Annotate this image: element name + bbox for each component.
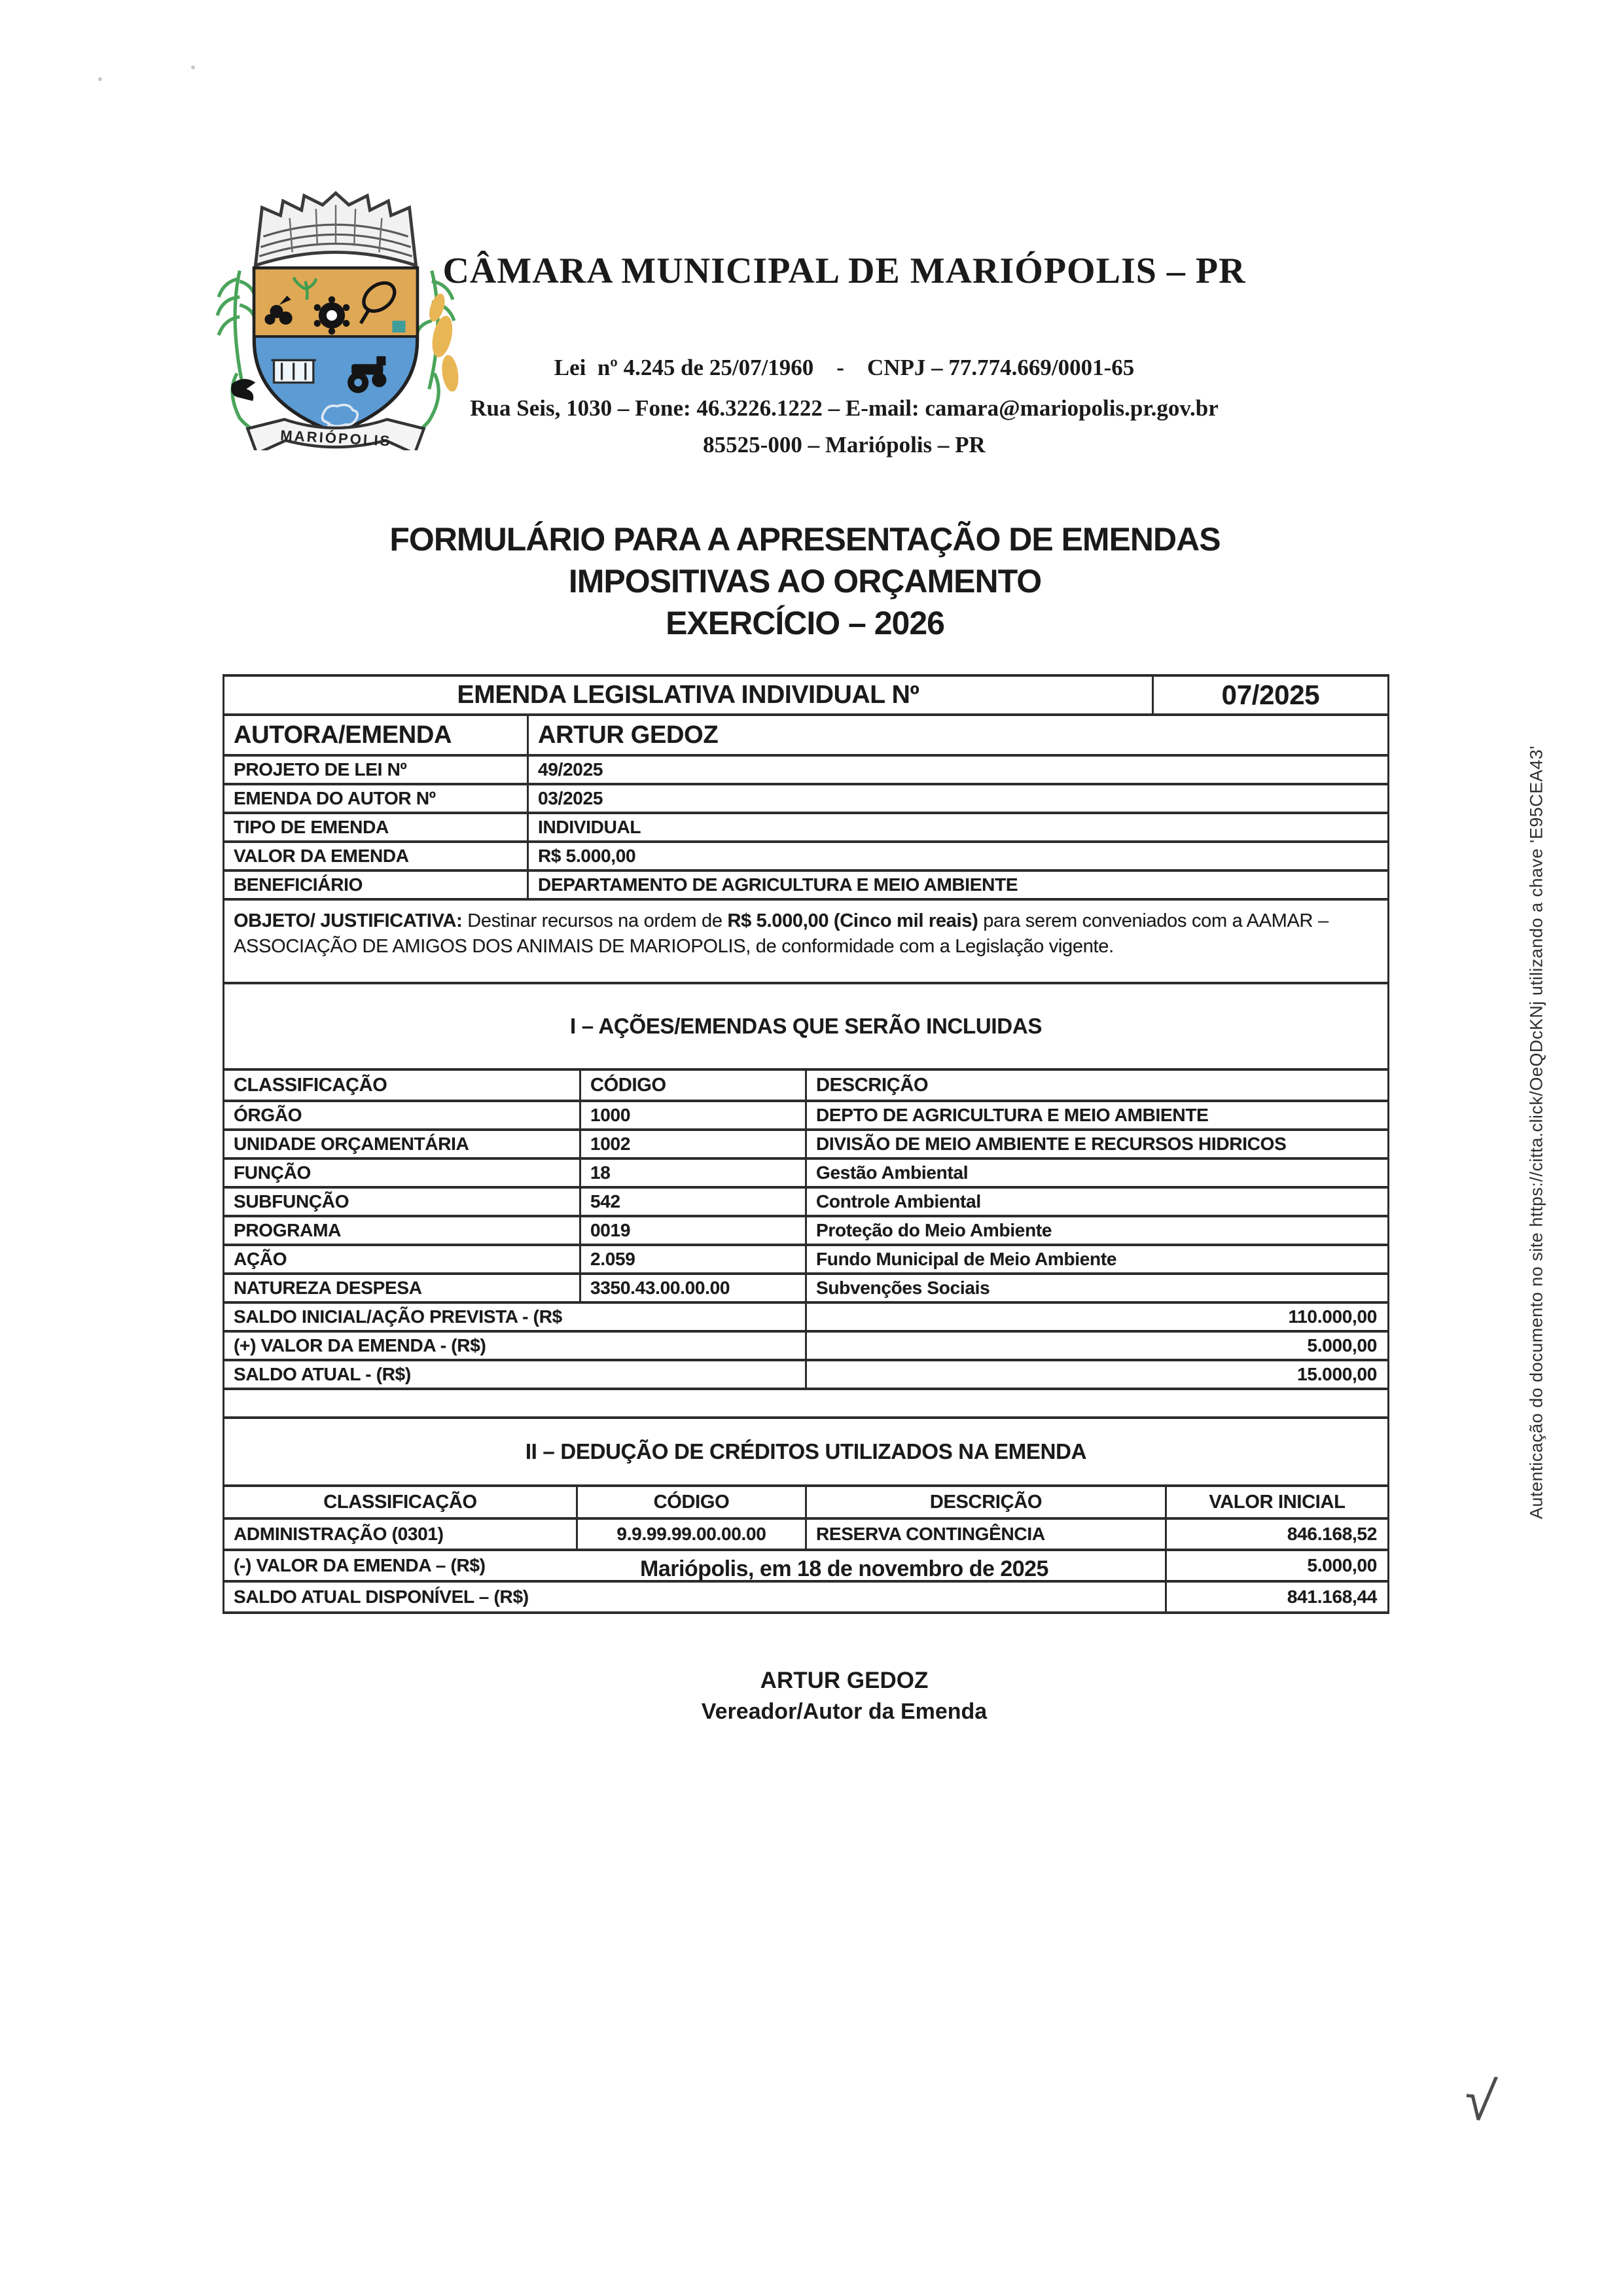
classification-cell: AÇÃO — [224, 1245, 580, 1274]
table-row — [224, 842, 1389, 870]
section1-title: I – AÇÕES/EMENDAS QUE SERÃO INCLUIDAS — [224, 983, 1389, 1069]
total-value: 5.000,00 — [806, 1331, 1389, 1360]
field-label: VALOR DA EMENDA — [224, 842, 528, 870]
table-row — [224, 1486, 1389, 1518]
table-row — [224, 755, 1389, 784]
table-row — [224, 1418, 1389, 1486]
justification-text-before: Destinar recursos na ordem de — [462, 910, 728, 931]
header-city-line: 85525-000 – Mariópolis – PR — [703, 432, 986, 457]
description-cell: RESERVA CONTINGÊNCIA — [806, 1518, 1166, 1550]
table-row — [224, 870, 1389, 899]
form-title-line2: IMPOSITIVAS AO ORÇAMENTO — [568, 563, 1042, 600]
total-value: 5.000,00 — [1166, 1550, 1389, 1581]
org-name: CÂMARA MUNICIPAL DE MARIÓPOLIS – PR — [442, 251, 1246, 291]
shield-icon — [254, 268, 417, 433]
total-label: SALDO ATUAL - (R$) — [224, 1360, 806, 1389]
table-row — [224, 1130, 1389, 1158]
description-cell: Gestão Ambiental — [806, 1158, 1389, 1187]
table-row — [224, 1389, 1389, 1418]
column-header: CÓDIGO — [577, 1486, 806, 1518]
emenda-number: 07/2025 — [1153, 675, 1389, 715]
field-value: R$ 5.000,00 — [528, 842, 1389, 870]
emenda-identification-table — [223, 674, 1389, 984]
field-label: BENEFICIÁRIO — [224, 870, 528, 899]
classification-cell: PROGRAMA — [224, 1216, 580, 1245]
justification-text-after: para serem conveniados com a AAMAR – ASSOCIAÇÃO DE AMIGOS DOS ANIMAIS DE MARIOPOLIS, de conformidade com a Legislação vigente. — [234, 910, 1329, 957]
field-value: DEPARTAMENTO DE AGRICULTURA E MEIO AMBIENTE — [528, 870, 1389, 899]
table-row — [224, 1245, 1389, 1274]
scan-speck — [191, 65, 195, 69]
code-cell: 18 — [580, 1158, 806, 1187]
code-cell: 0019 — [580, 1216, 806, 1245]
handwritten-checkmark: √ — [1461, 2066, 1499, 2136]
description-cell: Fundo Municipal de Meio Ambiente — [806, 1245, 1389, 1274]
section2-table — [223, 1416, 1389, 1614]
total-value: 110.000,00 — [806, 1302, 1389, 1331]
table-row — [224, 1069, 1389, 1101]
section2-title: II – DEDUÇÃO DE CRÉDITOS UTILIZADOS NA EMENDA — [224, 1418, 1389, 1486]
code-cell: 1002 — [580, 1130, 806, 1158]
total-value: 15.000,00 — [806, 1360, 1389, 1389]
total-label: SALDO INICIAL/AÇÃO PREVISTA - (R$ — [224, 1302, 806, 1331]
table-row — [224, 1187, 1389, 1216]
field-value: INDIVIDUAL — [528, 813, 1389, 842]
field-label: TIPO DE EMENDA — [224, 813, 528, 842]
form-tables — [223, 674, 1387, 1614]
total-label: (-) VALOR DA EMENDA – (R$) — [224, 1550, 1166, 1581]
code-cell: 542 — [580, 1187, 806, 1216]
spacer-cell — [224, 1389, 1389, 1418]
field-value: 49/2025 — [528, 755, 1389, 784]
description-cell: Controle Ambiental — [806, 1187, 1389, 1216]
initial-value-cell: 846.168,52 — [1166, 1518, 1389, 1550]
column-header: DESCRIÇÃO — [806, 1069, 1389, 1101]
header-law-cnpj-line: Lei nº 4.245 de 25/07/1960 - CNPJ – 77.774.669/0001-65 — [554, 355, 1135, 380]
table-row — [224, 1581, 1389, 1613]
column-header: VALOR INICIAL — [1166, 1486, 1389, 1518]
emenda-header-label: EMENDA LEGISLATIVA INDIVIDUAL Nº — [224, 675, 1153, 715]
form-title-line3: EXERCÍCIO – 2026 — [666, 605, 944, 641]
signer-role: Vereador/Autor da Emenda — [701, 1699, 988, 1724]
column-header: CLASSIFICAÇÃO — [224, 1069, 580, 1101]
table-row — [224, 784, 1389, 813]
justification-cell — [224, 899, 1389, 983]
mural-crown-icon — [255, 193, 416, 266]
classification-cell: NATUREZA DESPESA — [224, 1274, 580, 1302]
classification-cell: ADMINISTRAÇÃO (0301) — [224, 1518, 577, 1550]
table-row — [224, 715, 1389, 755]
table-row — [224, 1274, 1389, 1302]
bird-icon — [231, 379, 255, 401]
classification-cell: FUNÇÃO — [224, 1158, 580, 1187]
table-row — [224, 813, 1389, 842]
column-header: CÓDIGO — [580, 1069, 806, 1101]
field-label: AUTORA/EMENDA — [224, 715, 528, 755]
date-line: Mariópolis, em 18 de novembro de 2025 — [640, 1556, 1048, 1581]
field-label: PROJETO DE LEI Nº — [224, 755, 528, 784]
form-title-line1: FORMULÁRIO PARA A APRESENTAÇÃO DE EMENDAS — [389, 521, 1221, 558]
section1-table — [223, 982, 1389, 1419]
field-label: EMENDA DO AUTOR Nº — [224, 784, 528, 813]
header-address-line: Rua Seis, 1030 – Fone: 46.3226.1222 – E-mail: camara@mariopolis.pr.gov.br — [470, 395, 1219, 421]
description-cell: DIVISÃO DE MEIO AMBIENTE E RECURSOS HIDRICOS — [806, 1130, 1389, 1158]
code-cell: 2.059 — [580, 1245, 806, 1274]
table-row — [224, 1302, 1389, 1331]
building-icon — [271, 360, 315, 382]
justification-amount: R$ 5.000,00 (Cinco mil reais) — [727, 910, 978, 931]
table-row — [224, 1518, 1389, 1550]
field-value: ARTUR GEDOZ — [528, 715, 1389, 755]
code-cell: 1000 — [580, 1101, 806, 1130]
description-cell: DEPTO DE AGRICULTURA E MEIO AMBIENTE — [806, 1101, 1389, 1130]
description-cell: Proteção do Meio Ambiente — [806, 1216, 1389, 1245]
total-label: (+) VALOR DA EMENDA - (R$) — [224, 1331, 806, 1360]
description-cell: Subvenções Sociais — [806, 1274, 1389, 1302]
form-title — [229, 518, 1381, 644]
table-row — [224, 675, 1389, 715]
banner-text: MARIÓPOLIS — [279, 427, 393, 450]
code-cell: 9.9.99.99.00.00.00 — [577, 1518, 806, 1550]
classification-cell: ÓRGÃO — [224, 1101, 580, 1130]
table-row — [224, 1360, 1389, 1389]
small-house-icon — [392, 321, 405, 332]
table-row — [224, 1216, 1389, 1245]
total-label: SALDO ATUAL DISPONÍVEL – (R$) — [224, 1581, 1166, 1613]
classification-cell: SUBFUNÇÃO — [224, 1187, 580, 1216]
code-cell: 3350.43.00.00.00 — [580, 1274, 806, 1302]
justification-label: OBJETO/ JUSTIFICATIVA: — [234, 910, 463, 931]
table-row — [224, 983, 1389, 1069]
table-row — [224, 1101, 1389, 1130]
column-header: DESCRIÇÃO — [806, 1486, 1166, 1518]
signer-name: ARTUR GEDOZ — [760, 1668, 929, 1693]
total-value: 841.168,44 — [1166, 1581, 1389, 1613]
scan-speck — [98, 77, 102, 81]
authentication-sidebar-text: Autenticação do documento no site https://citta.click/OeQDcKNj utilizando a chave 'E95CEA43' — [1526, 745, 1546, 1519]
table-row — [224, 1158, 1389, 1187]
field-value: 03/2025 — [528, 784, 1389, 813]
column-header: CLASSIFICAÇÃO — [224, 1486, 577, 1518]
table-row — [224, 899, 1389, 983]
classification-cell: UNIDADE ORÇAMENTÁRIA — [224, 1130, 580, 1158]
table-row — [224, 1331, 1389, 1360]
